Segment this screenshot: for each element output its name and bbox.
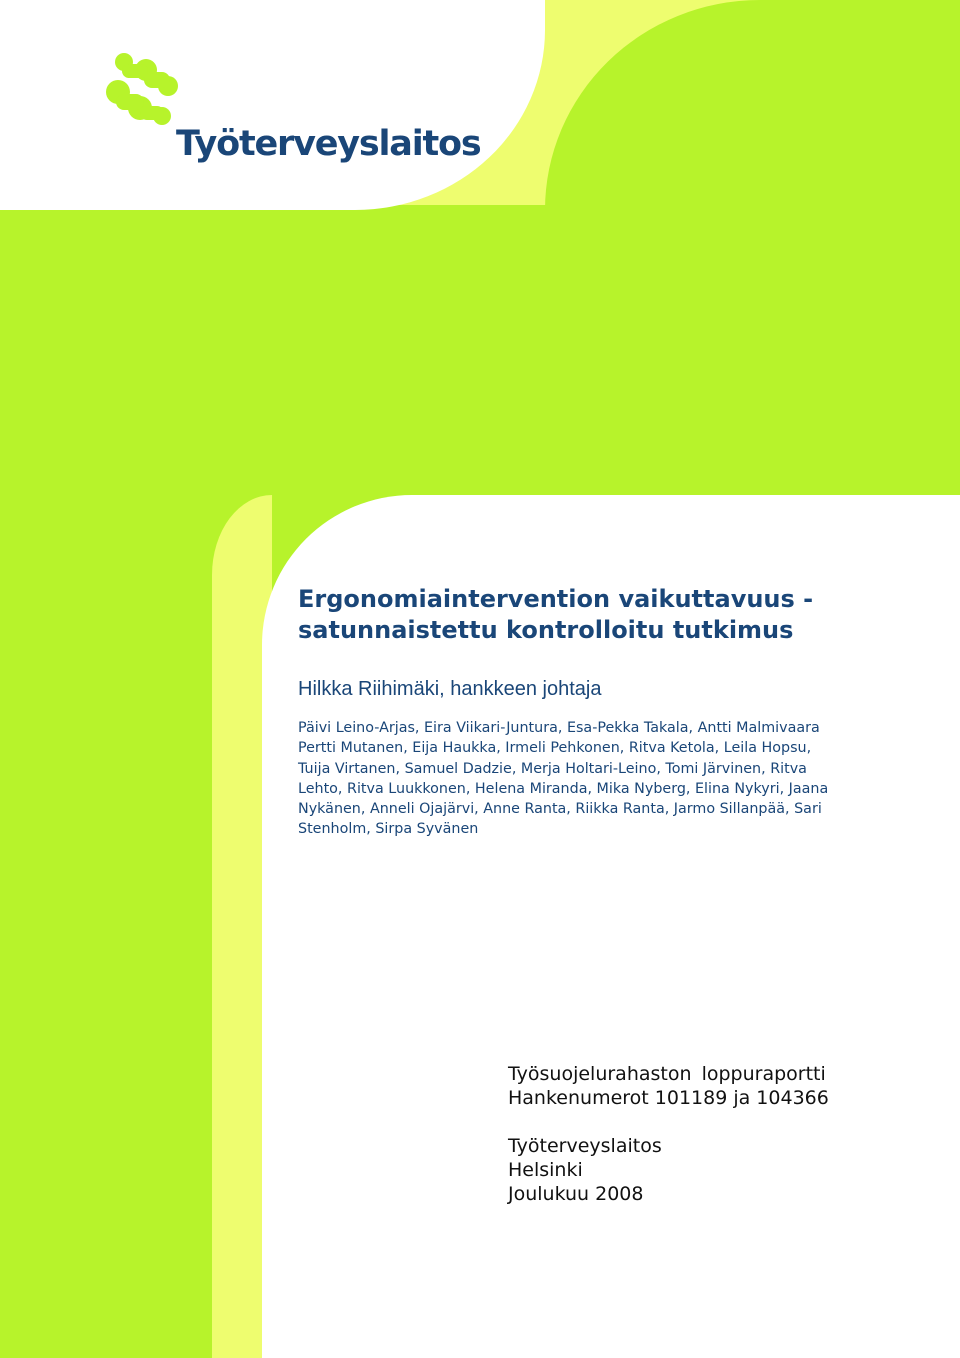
author-line: Tuija Virtanen, Samuel Dadzie, Merja Holtari-Leino, Tomi Järvinen, Ritva	[298, 760, 807, 777]
title-line-1: Ergonomiaintervention vaikuttavuus -	[298, 585, 814, 613]
author-line: Päivi Leino-Arjas, Eira Viikari-Juntura, Esa-Pekka Takala, Antti Malmivaara	[298, 720, 820, 736]
org-logo	[100, 50, 481, 180]
author-line: Nykänen, Anneli Ojajärvi, Anne Ranta, Riikka Ranta, Jarmo Sillanpää, Sari	[298, 801, 822, 818]
report-type: Työsuojelurahaston loppuraportti	[508, 1063, 826, 1085]
publisher: Työterveyslaitos	[508, 1135, 662, 1157]
title-line-2: satunnaistettu kontrolloitu tutkimus	[298, 616, 794, 644]
report-title	[298, 584, 918, 646]
author-line: Stenholm, Sirpa Syvänen	[298, 821, 479, 838]
author-line: Pertti Mutanen, Eija Haukka, Irmeli Pehkonen, Ritva Ketola, Leila Hopsu,	[298, 740, 812, 757]
author-line: Lehto, Ritva Luukkonen, Helena Miranda, Mika Nyberg, Elina Nykyri, Jaana	[298, 780, 829, 797]
report-info	[508, 1062, 829, 1206]
city: Helsinki	[508, 1159, 583, 1181]
spacer	[508, 1110, 829, 1134]
org-symbol-icon	[100, 50, 192, 130]
org-name-logo-text: Työterveyslaitos	[176, 124, 481, 164]
project-numbers: Hankenumerot 101189 ja 104366	[508, 1087, 829, 1109]
author-list	[298, 718, 928, 840]
publication-date: Joulukuu 2008	[508, 1183, 644, 1205]
project-leader: Hilkka Riihimäki, hankkeen johtaja	[298, 678, 602, 700]
green-top-fill	[760, 0, 960, 215]
